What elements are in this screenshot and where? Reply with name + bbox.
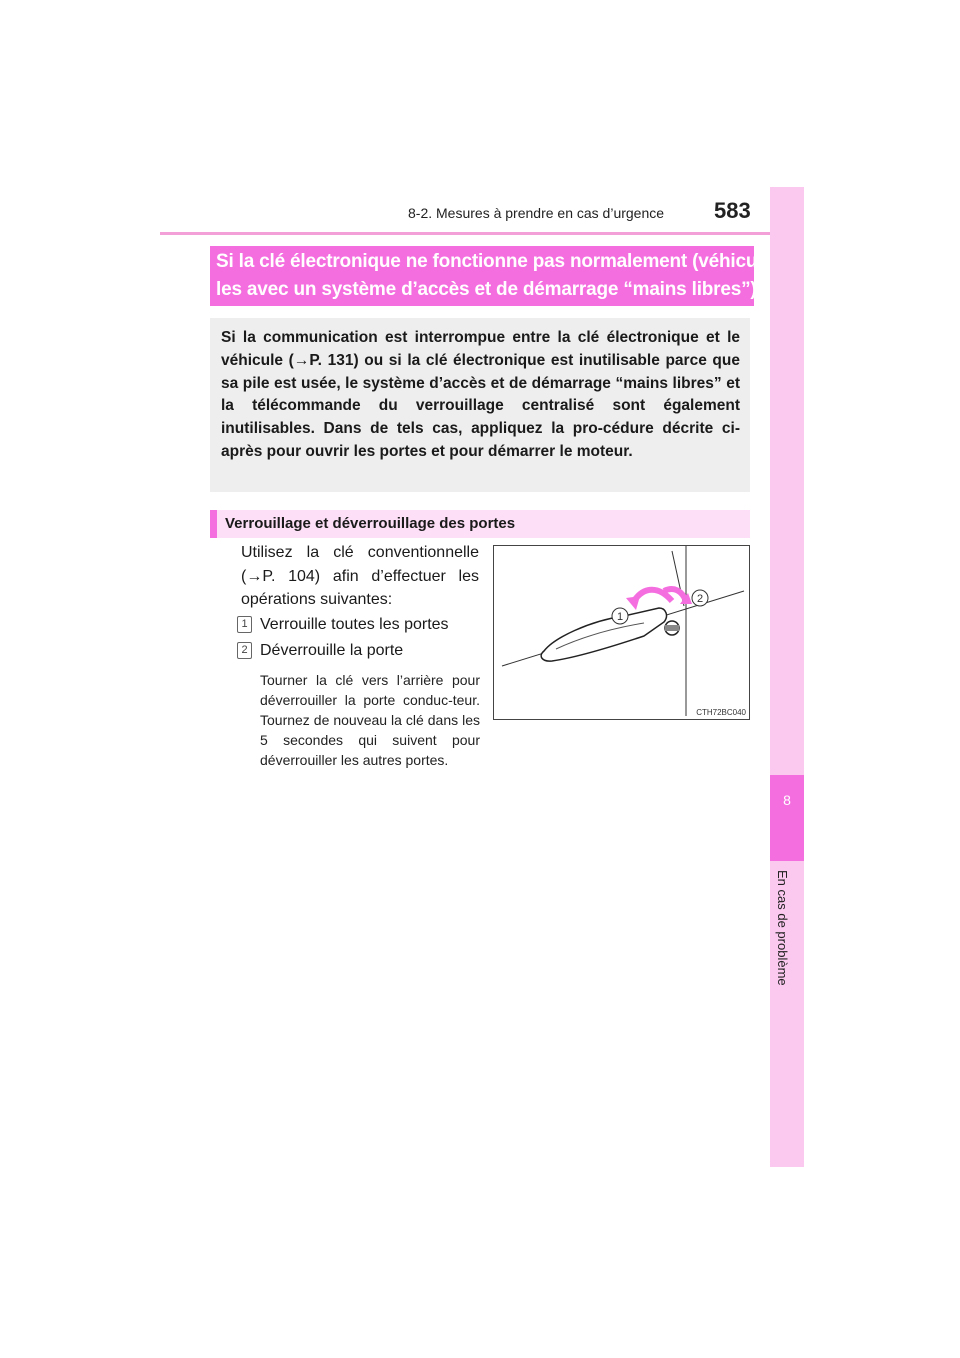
header-divider <box>160 232 804 235</box>
step-text: Déverrouille la porte <box>260 642 404 659</box>
chapter-number: 8 <box>783 792 791 808</box>
door-handle-drawing <box>494 546 751 721</box>
door-handle-body <box>541 608 666 661</box>
intro-text: Si la communication est interrompue entre la clé électronique et le véhicule (→P. 131) ou si la clé électronique est inutilisable parce que sa pile est usée, le système d’accès et de démarrage “mains libres” et la télécommande du verrouillage centralisé sont également inutilisables. Dans de tels cas, appliquez la pro-cédure décrite ci-après pour ouvrir les portes et pour démarrer le moteur. <box>221 329 740 460</box>
chapter-tab[interactable] <box>770 775 804 861</box>
step-number-badge: 1 <box>237 616 252 633</box>
figure-code: CTH72BC040 <box>696 708 746 717</box>
body-intro-text: Utilisez la clé conventionnelle (→P. 104) afin d’effectuer les opérations suivantes: <box>241 544 479 608</box>
step-item <box>237 641 403 661</box>
subsection-title: Verrouillage et déverrouillage des portes <box>225 515 516 532</box>
page-number: 583 <box>714 198 751 223</box>
note-text: Tourner la clé vers l’arrière pour déverrouiller la porte conduc-teur. Tournez de nouveau la clé dans les 5 secondes qui suivent pour déverrouiller les autres portes. <box>260 672 480 768</box>
subsection-accent <box>210 510 217 538</box>
step-item <box>237 615 449 635</box>
callout-1-label: 1 <box>616 611 624 623</box>
arrow-lock-head-icon <box>626 596 640 610</box>
header-section-title: 8-2. Mesures à prendre en cas d’urgence <box>408 205 665 221</box>
door-handle-illustration <box>493 545 750 720</box>
key-icon <box>665 625 679 631</box>
side-tab-strip <box>770 187 804 1167</box>
step-number-badge: 2 <box>237 642 252 659</box>
step-text: Verrouille toutes les portes <box>260 616 449 633</box>
callout-2-label: 2 <box>696 593 704 605</box>
section-title <box>216 248 764 304</box>
section-title-line-2: les avec un système d’accès et de démarrage “mains libres”) <box>216 279 757 300</box>
chapter-title: En cas de problème <box>775 870 790 986</box>
section-title-line-1: Si la clé électronique ne fonctionne pas normalement (véhicu- <box>216 251 764 272</box>
